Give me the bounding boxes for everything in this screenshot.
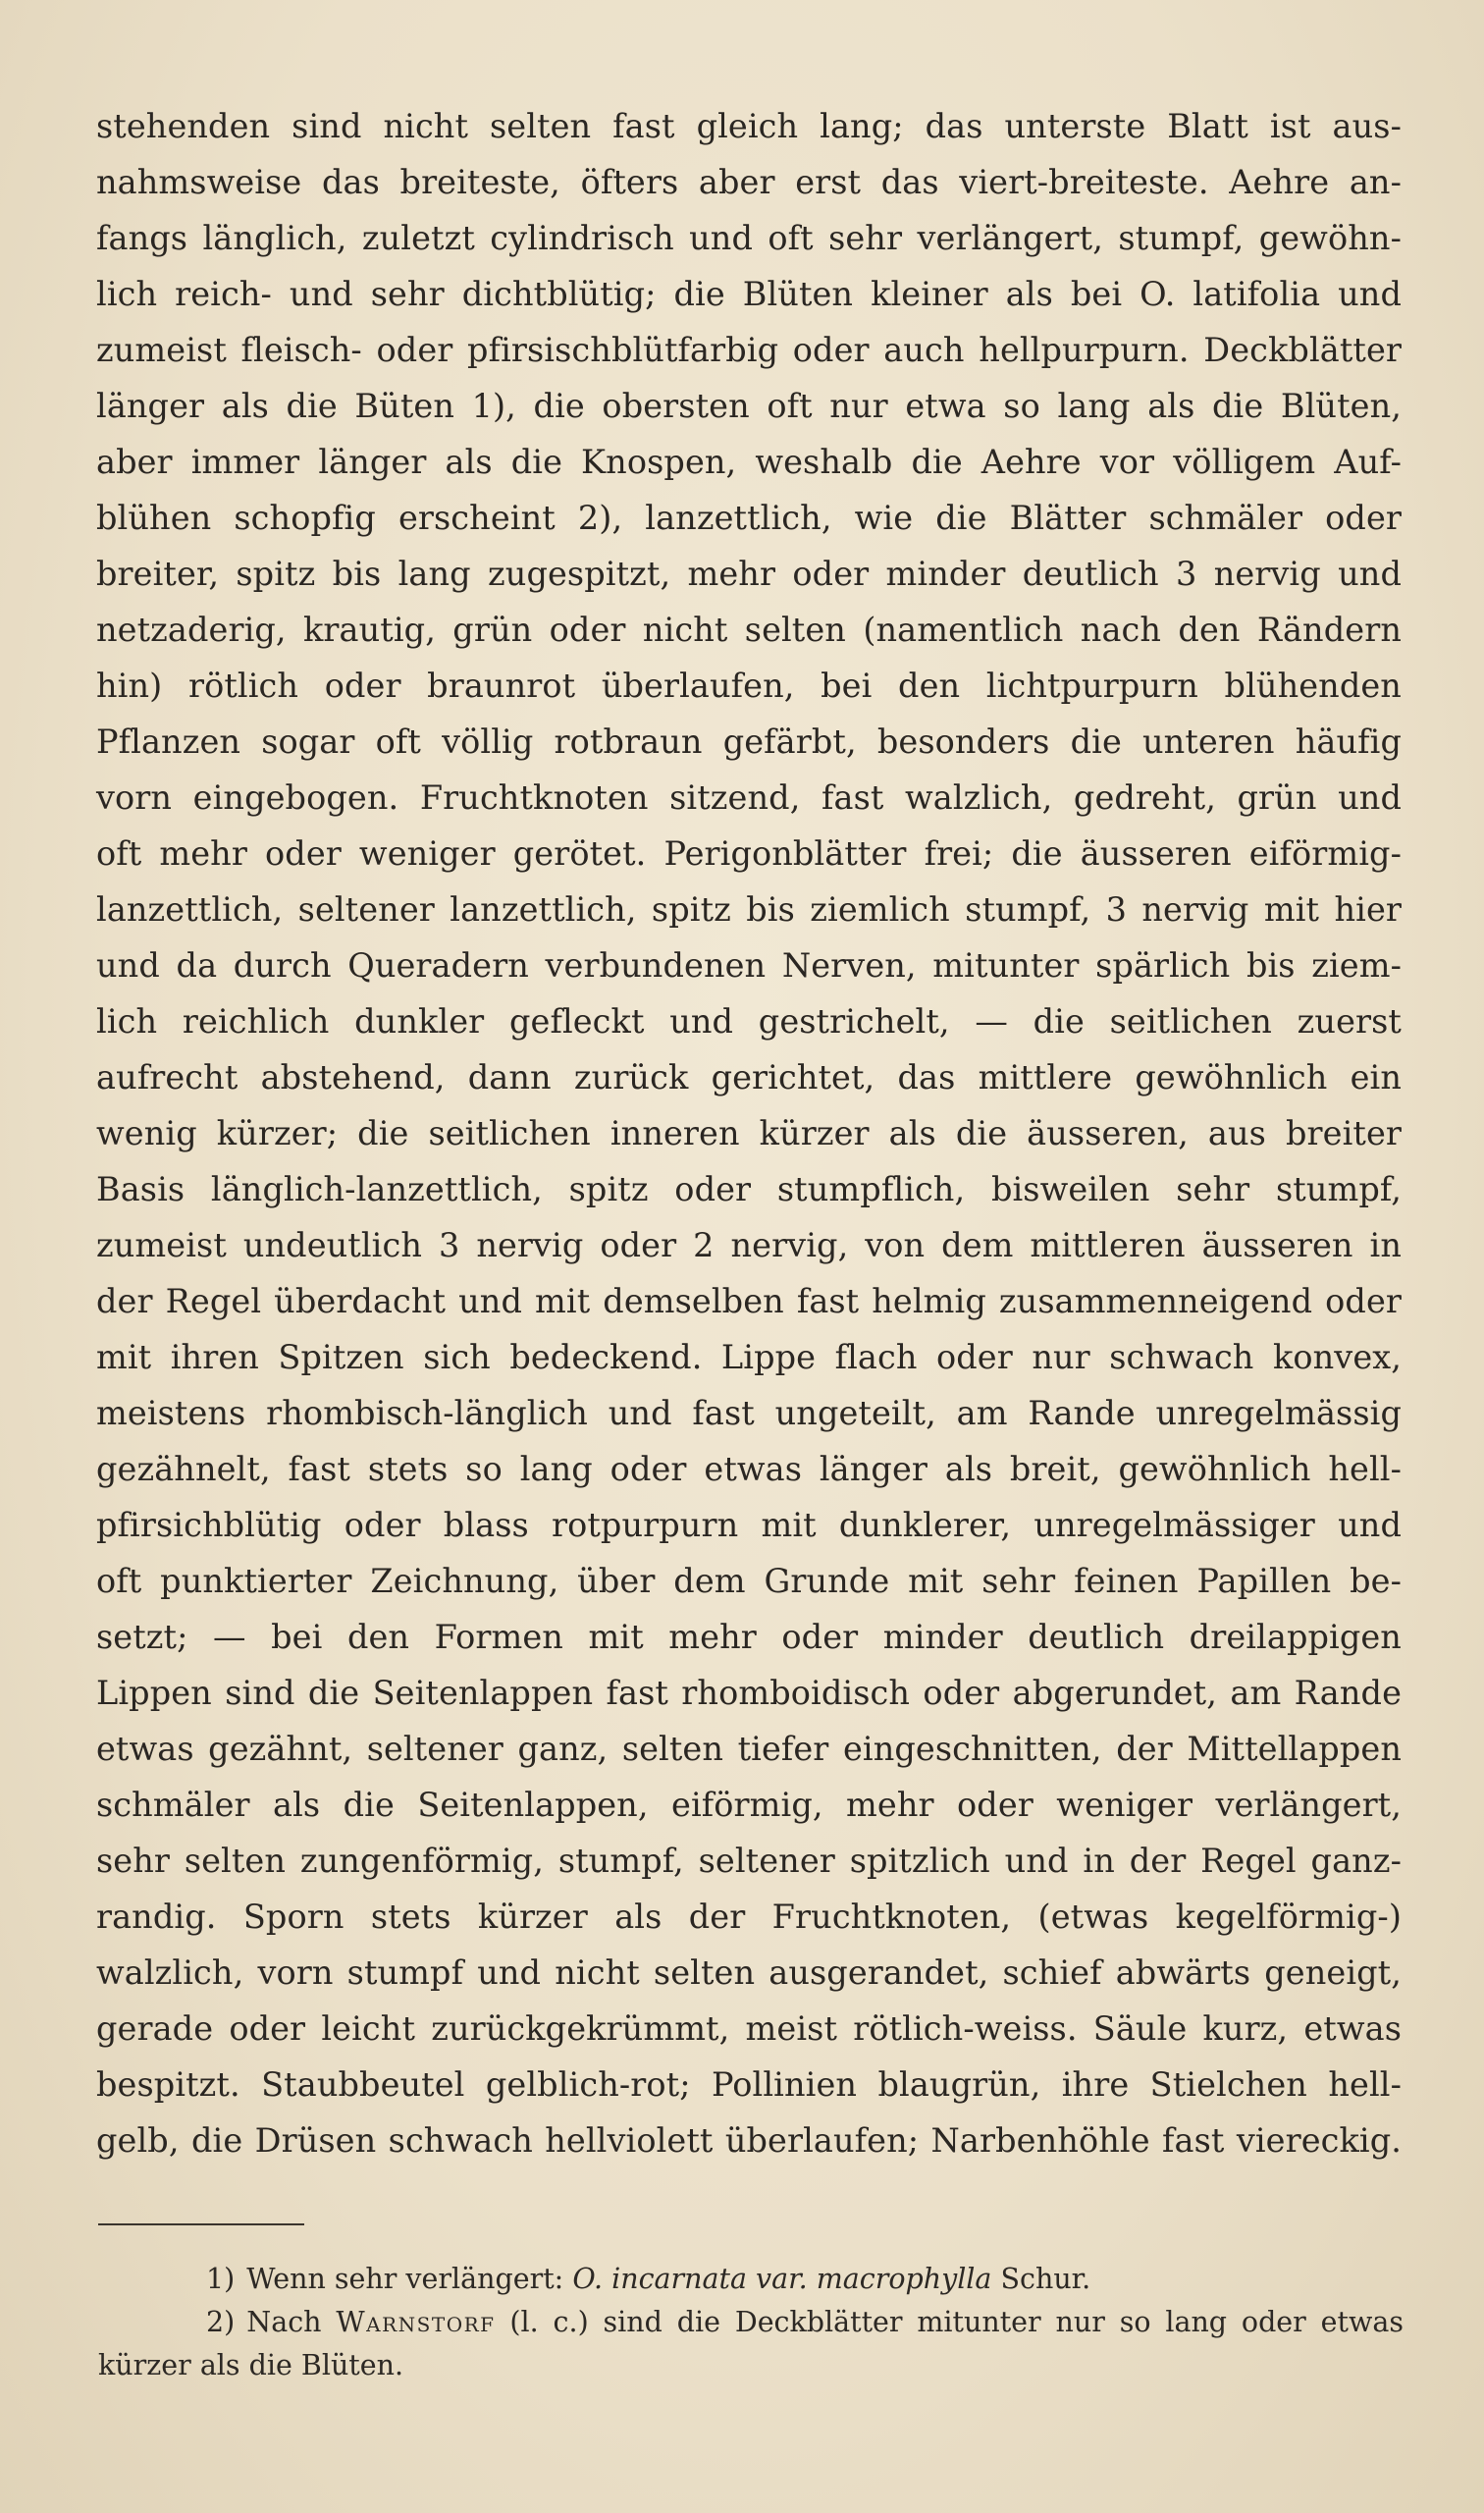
footnote-text: (l. c.) sind die Deckblätter mitunter nur so lang oder etwas xyxy=(495,2306,1404,2338)
author-name: Warnstorf xyxy=(336,2306,496,2338)
text-line: bespitzt. Staubbeutel gelblich-rot; Pollinien blaugrün, ihre Stielchen hell- xyxy=(96,2065,1402,2104)
footnote-marker: 1) xyxy=(206,2263,236,2295)
text-line: netzaderig, krautig, grün oder nicht selten (namentlich nach den Rändern xyxy=(96,611,1402,649)
text-line: nahmsweise das breiteste, öfters aber erst das viert-breiteste. Aehre an- xyxy=(96,163,1402,201)
text-line: zumeist undeutlich 3 nervig oder 2 nervig, von dem mittleren äusseren in xyxy=(96,1226,1402,1264)
body-text xyxy=(96,98,1402,2168)
footnote-2-continuation: kürzer als die Blüten. xyxy=(98,2349,404,2381)
text-line: lich reichlich dunkler gefleckt und gestrichelt, — die seitlichen zuerst xyxy=(96,1002,1402,1041)
footnote-1 xyxy=(98,2258,1404,2301)
text-line: Pflanzen sogar oft völlig rotbraun gefärbt, besonders die unteren häufig xyxy=(96,722,1402,761)
text-line: lich reich- und sehr dichtblütig; die Blüten kleiner als bei O. latifolia und xyxy=(96,275,1402,313)
text-line: fangs länglich, zuletzt cylindrisch und oft sehr verlängert, stumpf, gewöhn- xyxy=(96,219,1402,257)
footnote-separator xyxy=(98,2223,304,2225)
text-line: sehr selten zungenförmig, stumpf, seltener spitzlich und in der Regel ganz- xyxy=(96,1842,1402,1880)
footnotes xyxy=(98,2258,1404,2387)
text-line: gelb, die Drüsen schwach hellviolett überlaufen; Narbenhöhle fast viereckig. xyxy=(96,2121,1402,2160)
footnote-2 xyxy=(98,2301,1404,2344)
text-line: etwas gezähnt, seltener ganz, selten tiefer eingeschnitten, der Mittellappen xyxy=(96,1730,1402,1768)
text-line: Lippen sind die Seitenlappen fast rhomboidisch oder abgerundet, am Rande xyxy=(96,1674,1402,1712)
text-line: pfirsichblütig oder blass rotpurpurn mit dunklerer, unregelmässiger und xyxy=(96,1506,1402,1544)
text-line: hin) rötlich oder braunrot überlaufen, bei den lichtpurpurn blühenden xyxy=(96,667,1402,705)
footnote-marker: 2) xyxy=(206,2306,236,2338)
text-line: gerade oder leicht zurückgekrümmt, meist rötlich-weiss. Säule kurz, etwas xyxy=(96,2009,1402,2048)
text-line: setzt; — bei den Formen mit mehr oder minder deutlich dreilappigen xyxy=(96,1618,1402,1656)
text-line: walzlich, vorn stumpf und nicht selten ausgerandet, schief abwärts geneigt, xyxy=(96,1953,1402,1992)
text-line: aufrecht abstehend, dann zurück gerichtet, das mittlere gewöhnlich ein xyxy=(96,1058,1402,1096)
text-line: wenig kürzer; die seitlichen inneren kürzer als die äusseren, aus breiter xyxy=(96,1114,1402,1152)
text-line: lanzettlich, seltener lanzettlich, spitz bis ziemlich stumpf, 3 nervig mit hier xyxy=(96,890,1402,929)
text-line: länger als die Büten 1), die obersten oft nur etwa so lang als die Blüten, xyxy=(96,387,1402,425)
text-line: stehenden sind nicht selten fast gleich lang; das unterste Blatt ist aus- xyxy=(96,107,1402,145)
text-line: mit ihren Spitzen sich bedeckend. Lippe flach oder nur schwach konvex, xyxy=(96,1338,1402,1376)
text-line: der Regel überdacht und mit demselben fast helmig zusammenneigend oder xyxy=(96,1282,1402,1320)
text-line: meistens rhombisch-länglich und fast ungeteilt, am Rande unregelmässig xyxy=(96,1394,1402,1432)
text-line: gezähnelt, fast stets so lang oder etwas länger als breit, gewöhnlich hell- xyxy=(96,1450,1402,1488)
text-line: blühen schopfig erscheint 2), lanzettlich, wie die Blätter schmäler oder xyxy=(96,499,1402,537)
text-line: randig. Sporn stets kürzer als der Fruchtknoten, (etwas kegelförmig-) xyxy=(96,1898,1402,1936)
text-line: zumeist fleisch- oder pfirsischblütfarbig oder auch hellpurpurn. Deckblätter xyxy=(96,331,1402,369)
footnote-text: Wenn sehr verlängert: xyxy=(246,2263,573,2295)
text-line: oft mehr oder weniger gerötet. Perigonblätter frei; die äusseren eiförmig- xyxy=(96,834,1402,873)
species-name: O. incarnata var. macrophylla xyxy=(572,2263,992,2295)
text-line: und da durch Queradern verbundenen Nerven, mitunter spärlich bis ziem- xyxy=(96,946,1402,985)
text-line: aber immer länger als die Knospen, weshalb die Aehre vor völligem Auf- xyxy=(96,443,1402,481)
footnote-text: Schur. xyxy=(991,2263,1091,2295)
text-line: vorn eingebogen. Fruchtknoten sitzend, fast walzlich, gedreht, grün und xyxy=(96,778,1402,817)
footnote-text: Nach xyxy=(246,2306,337,2338)
text-line: oft punktierter Zeichnung, über dem Grunde mit sehr feinen Papillen be- xyxy=(96,1562,1402,1600)
text-line: Basis länglich-lanzettlich, spitz oder stumpflich, bisweilen sehr stumpf, xyxy=(96,1170,1402,1208)
text-line: breiter, spitz bis lang zugespitzt, mehr oder minder deutlich 3 nervig und xyxy=(96,555,1402,593)
text-line: schmäler als die Seitenlappen, eiförmig, mehr oder weniger verlängert, xyxy=(96,1786,1402,1824)
